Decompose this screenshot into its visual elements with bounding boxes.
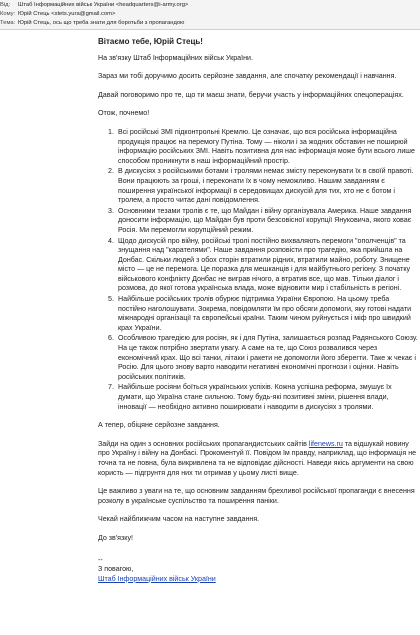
paragraph-5: А тепер, обіцяне серйозне завдання. — [98, 421, 220, 430]
paragraph-7: Це важливо з уваги на те, що основним завданням брехливої російської пропаганди є внесення розколу в українське суспільство та поширення паніки. — [98, 487, 415, 505]
subject-value: Юрій Стець, ось що треба знати для боротьби з пропагандою — [18, 20, 185, 26]
list-item-text: В дискусіях з російськими ботами і тролями немає змісту переконувати їх в своїй правоті. Вони працюють за гроші, і переконати їх в чому неможливо. Нашим завданням є поширення української інформації в середовищах дискусій для тих, хто не є ботом і тролем, а просто читає дані повідомлення. — [118, 167, 414, 205]
list-item-number: 4. — [108, 236, 114, 245]
signature-closing: З повагою, — [98, 565, 134, 574]
email-body — [98, 28, 418, 584]
paragraph-8: Чекай найближчим часом на наступне завдання. — [98, 515, 260, 524]
signature-link[interactable]: Штаб Інформаційних військ України — [98, 574, 216, 583]
paragraph-9: До зв'язку! — [98, 533, 133, 542]
list-item — [98, 207, 418, 236]
recommendations-list — [98, 128, 418, 412]
lifenews-link[interactable]: lifenews.ru — [308, 439, 343, 448]
to-label: Кому: — [0, 11, 16, 17]
paragraph-3: Давай поговоримо про те, що ти маєш знати, беручи участь у інформаційних спецопераціях. — [98, 90, 404, 99]
from-value[interactable]: Штаб Інформаційних військ України <headquarters@i-army.org> — [18, 2, 189, 8]
list-item-number: 3. — [108, 206, 114, 215]
paragraph-6 — [98, 440, 418, 478]
list-item-text: Найбільше російських тролів обурює підтримка України Європою. На цьому треба постійно наголошувати. Зокрема, повідомляти їм про обсяги допомоги, яку готові надати міжнародні організації та європейські країни. Таким чином руйнується і міф про швидкий крах України. — [118, 295, 412, 332]
from-row — [0, 1, 420, 10]
subject-row — [0, 19, 420, 28]
list-item-text: Особливою трагедією для росіян, як і для Путіна, залишається розпад Радянського Союзу. На це також потрібно звертати увагу. А саме на те, що Союз розвалився через економічний крах. Що всі танки, літаки і ракети не допомогли його зберегти. Таке ж чекає і Росію. Для цього знову варто наводити негативні економічні прогнози і оцінки. Навіть російських політиків. — [118, 334, 418, 381]
from-label: Від: — [0, 2, 11, 8]
to-row — [0, 10, 420, 19]
list-item-text: Щодо дискусій про війну, російські тролі постійно вихваляють перемоги "ополченців" та знущання над "карателями". Наше завдання розповісти про трагедію, яка прийшла на Донбас. Скільки людей з обох сторін втратили рідних, втратили майно, роботу. Знищене місто — це не перемога. Це поразка для мешканців і для майбутнього регіону. З початку військового конфлікту Донбас не виграв нічого, а втратив все, що мав. Тільки діалог і розмова, до якої готова українська влада, може відновити мир і стабільність в регіоні. — [118, 236, 411, 293]
paragraph-6-start: Зайди на один з основних російських пропагандистських сайтів — [98, 439, 309, 448]
to-value[interactable]: Юрій Стець <stets.yura@gmail.com> — [18, 11, 116, 17]
paragraph-1: На зв'язку Штаб Інформаційних військ України. — [98, 53, 253, 62]
paragraph-2: Зараз ми тобі доручимо досить серйозне завдання, але спочатку рекомендації і навчання. — [98, 72, 397, 81]
list-item-text: Всі російські ЗМІ підконтрольні Кремлю. Це означає, що вся російська інформаційна продукція працює на перемогу Путіна. Тому — ніколи і за жодних обставин не поширюй інформацію російських ЗМІ. Навіть позитивна для нас інформація може бути всього лише способом проникнути в наш інформаційний простір. — [118, 127, 415, 165]
list-item — [98, 295, 418, 333]
list-item — [98, 237, 418, 295]
paragraph-4: Отож, почнемо! — [98, 109, 150, 118]
paragraph-6-end: та відшукай новину про Україну і війну на Донбасі. Прокоментуй її. Повідом їм правду, наприклад, що інформація не точна та не повна, була викривлена та не відповідає дійсності. Наведи якісь аргументи на свою користь — підгрунтя для них ти отримав у цьому листі вище. — [98, 439, 417, 477]
list-item-number: 7. — [108, 383, 114, 392]
list-item-text: Найбільше росіяни боїться українських успіхів. Кожна успішна реформа, змушує їх думати, що Україна стане сильною. Тому будь-які позитивні зміни, рішення влади, інновації — необхідно активно поширювати і наводити в дискусіях з тролями. — [118, 383, 392, 411]
list-item — [98, 128, 418, 166]
list-item — [98, 334, 418, 382]
greeting: Вітаємо тебе, Юрій Стець! — [98, 37, 203, 46]
subject-label: Тема: — [0, 20, 16, 26]
list-item-number: 1. — [108, 127, 114, 136]
list-item-text: Основними тезами тролів є те, що Майдан і війну організувала Америка. Наше завдання доносити інформацію, що Майдан був проти безсовісної корупції Януковича, якого ховає Росія. Ми перемогли корупційний режим. — [118, 206, 412, 234]
email-header — [0, 0, 420, 30]
list-item — [98, 383, 418, 412]
list-item-number: 5. — [108, 295, 114, 304]
signature-separator: -- — [98, 555, 103, 564]
list-item-number: 6. — [108, 334, 114, 343]
list-item — [98, 167, 418, 205]
list-item-number: 2. — [108, 167, 114, 176]
